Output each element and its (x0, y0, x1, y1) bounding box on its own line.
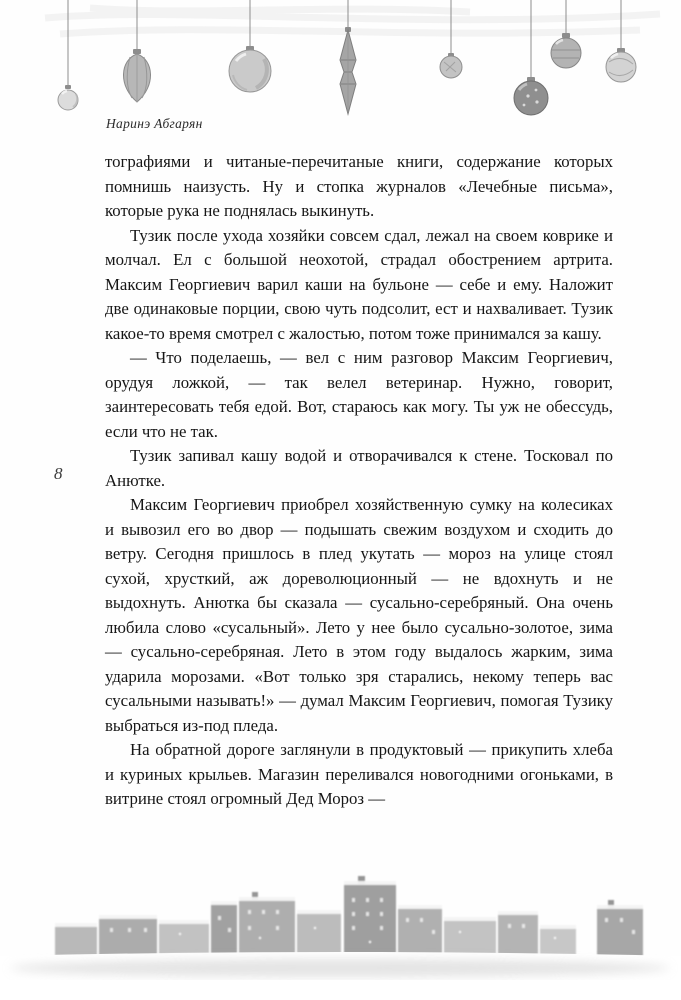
town-buildings (55, 876, 643, 956)
small-hatched-ball-ornament (440, 56, 462, 78)
paragraph: Максим Георгиевич приобрел хозяйственную сумку на колесиках и вывозил его во двор — подышать свежим воздухом и сходить до ветру. Сегодня пришлось в плед укутать — мороз на улице стоял сухой, хрусткий, аж дореволюционный — не вдохнуть и не выдохнуть. Анютка бы сказала — сусально-серебряный. Она очень любила слово «сусальный». Лето у нее было сусально-золотое, зима — сусально-серебряная. Лето в этом году выдалось жарким, зима ударила морозами. «Вот только зря старались, некому теперь вас сусальными называть!» — думал Максим Георгиевич, помогая Тузику выбраться из-под пледа. (105, 495, 613, 735)
snowy-town-illustration (0, 868, 681, 1000)
paragraph: — Что поделаешь, — вел с ним разговор Максим Георгиевич, орудуя ложкой, — так велел ветеринар. Нужно, говорит, заинтересовать тебя едой. Вот, стараюсь как могу. Ты уж не обессудь, если что не так. (105, 348, 613, 441)
large-ball-ornament (229, 50, 271, 92)
snow-fade (0, 980, 681, 1000)
banded-ball-ornament (551, 38, 581, 68)
page-number: 8 (54, 464, 63, 483)
text-block (105, 150, 613, 812)
small-ball-ornament (58, 90, 78, 110)
paragraph: тографиями и читаные-перечитаные книги, содержание которых помнишь наизусть. Ну и стопка журналов «Лечебные письма», которые рука не поднялась выкинуть. (105, 152, 613, 220)
spindle-ornament (340, 30, 356, 114)
author-name: Наринэ Абгарян (106, 116, 203, 131)
ribbed-onion-ornament (123, 54, 150, 102)
swirl-ball-ornament (606, 52, 636, 82)
paragraph: Тузик запивал кашу водой и отворачивался к стене. Тосковал по Анютке. (105, 446, 613, 490)
dark-dotted-ball-ornament (514, 81, 548, 115)
ground-shadow (10, 959, 670, 977)
paragraph: На обратной дороге заглянули в продуктовый — прикупить хлеба и куриных крыльев. Магазин переливался новогодними огоньками, в витрине стоял огромный Дед Мороз — (105, 740, 613, 808)
christmas-ornaments-illustration (0, 0, 681, 132)
paragraph: Тузик после ухода хозяйки совсем сдал, лежал на своем коврике и молчал. Ел с большой неохотой, страдал обострением артрита. Максим Георгиевич варил каши на бульоне — себе и ему. Наложит две одинаковые порции, свою чуть подсолит, ест и нахваливает. Тузик какое-то время смотрел с жалостью, потом тоже принимался за кашу. (105, 225, 613, 343)
